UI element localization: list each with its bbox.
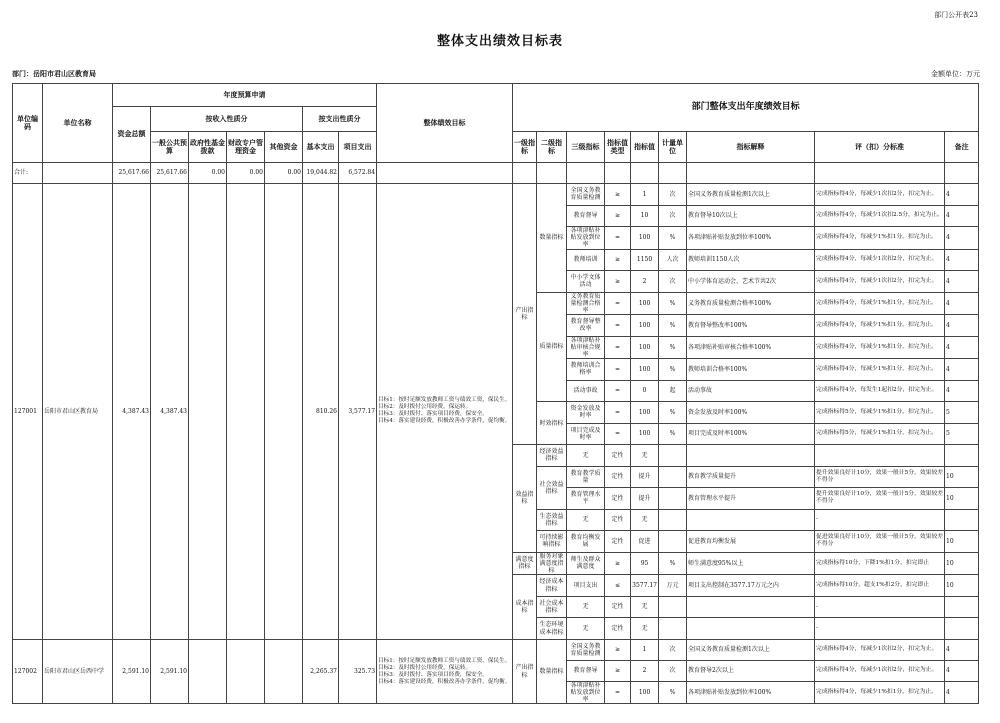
currency-unit-label: 金额单位：万元 xyxy=(931,70,980,78)
indicator-value: 1 xyxy=(631,184,659,206)
total-project: 6,572.84 xyxy=(339,163,377,184)
lv3-indicator: 教育督导 xyxy=(567,660,605,681)
value-type: 定性 xyxy=(605,531,631,553)
measure-unit: % xyxy=(659,336,687,359)
header-unit-name: 单位名称 xyxy=(43,84,113,163)
scoring-criteria: 完成指标得4分，每减少1次扣2分，扣完为止。 xyxy=(815,660,945,681)
indicator-explanation: 教育督导10次以上 xyxy=(687,205,815,227)
remark xyxy=(945,509,979,531)
lv1-indicator: 产出指标 xyxy=(513,639,537,704)
scoring-criteria: 提升效果良好计10分，效果一般计5分，效果较差不得分 xyxy=(815,466,945,488)
lv2-indicator: 生态效益指标 xyxy=(537,509,567,531)
value-type: ≥ xyxy=(605,249,631,271)
indicator-value: 2 xyxy=(631,660,659,681)
remark: 4 xyxy=(945,315,979,337)
indicator-explanation: 教育管理水平提升 xyxy=(687,488,815,510)
indicator-explanation: 教育督导整改率100% xyxy=(687,315,815,337)
lv2-indicator: 时效指标 xyxy=(537,402,567,445)
indicator-value: 0 xyxy=(631,380,659,402)
header-criteria: 评（扣）分标准 xyxy=(815,132,945,163)
lv3-indicator: 教育管理水平 xyxy=(567,488,605,510)
total-label: 合计: xyxy=(13,163,43,184)
header-other: 其他资金 xyxy=(265,132,303,163)
indicator-value: 100 xyxy=(631,402,659,424)
measure-unit: % xyxy=(659,292,687,315)
measure-unit: 次 xyxy=(659,184,687,206)
unit-basic: 2,265.37 xyxy=(303,639,339,704)
lv2-indicator: 数量指标 xyxy=(537,639,567,704)
remark: 4 xyxy=(945,249,979,271)
remark: 4 xyxy=(945,184,979,206)
unit-project: 325.73 xyxy=(339,639,377,704)
header-basic: 基本支出 xyxy=(303,132,339,163)
indicator-explanation: 资金发放及时率100% xyxy=(687,402,815,424)
lv3-indicator: 活动事故 xyxy=(567,380,605,402)
indicator-explanation: 各项津贴补贴审核合格率100% xyxy=(687,336,815,359)
measure-unit xyxy=(659,596,687,618)
lv2-indicator: 质量指标 xyxy=(537,292,567,402)
header-unit-code: 单位编码 xyxy=(13,84,43,163)
table-row xyxy=(13,639,979,660)
header-fiscal: 财政专户管理资金 xyxy=(227,132,265,163)
indicator-explanation: 项目完成及时率100% xyxy=(687,423,815,445)
indicator-value: 提升 xyxy=(631,488,659,510)
value-type: 定性 xyxy=(605,466,631,488)
unit-basic: 810.26 xyxy=(303,184,339,640)
lv3-indicator: 全国义务教育质量检测 xyxy=(567,639,605,660)
indicator-explanation xyxy=(687,445,815,467)
scoring-criteria: - xyxy=(815,509,945,531)
scoring-criteria: - xyxy=(815,596,945,618)
value-type: = xyxy=(605,227,631,250)
indicator-explanation xyxy=(687,509,815,531)
indicator-value: 2 xyxy=(631,271,659,293)
value-type: ≥ xyxy=(605,205,631,227)
remark: 4 xyxy=(945,681,979,704)
value-type: = xyxy=(605,359,631,381)
remark: 10 xyxy=(945,466,979,488)
header-measure: 计量单位 xyxy=(659,132,687,163)
remark: 4 xyxy=(945,205,979,227)
indicator-value: 100 xyxy=(631,423,659,445)
department-label: 部门：岳阳市君山区教育局 xyxy=(12,69,96,78)
header-annual-target: 部门整体支出年度绩效目标 xyxy=(513,84,979,132)
scoring-criteria: 完成指标得4分，每减少1%扣1分，扣完为止。 xyxy=(815,292,945,315)
indicator-value: 无 xyxy=(631,445,659,467)
value-type: ≤ xyxy=(605,575,631,597)
remark: 10 xyxy=(945,531,979,553)
scoring-criteria: 促进效果良好计10分，效果一般计5分，效果较差不得分 xyxy=(815,531,945,553)
indicator-explanation: 教育教学质量提升 xyxy=(687,466,815,488)
indicator-explanation: 各项津贴补贴发放到位率100% xyxy=(687,681,815,704)
scoring-criteria: 完成指标得10分，下降1%扣1分，扣完即止 xyxy=(815,552,945,575)
value-type: 定性 xyxy=(605,618,631,640)
page-number: 部门公开表23 xyxy=(934,11,978,19)
remark: 4 xyxy=(945,271,979,293)
scoring-criteria: 完成指标得4分，每减少1次扣2分，扣完为止。 xyxy=(815,639,945,660)
scoring-criteria: 完成指标得4分，每减少1%扣1分，扣完为止。 xyxy=(815,359,945,381)
scoring-criteria: 完成指标得4分，每减少1%扣1分，扣完为止。 xyxy=(815,336,945,359)
indicator-explanation: 全国义务教育质量检测1次以上 xyxy=(687,184,815,206)
total-basic: 19,044.82 xyxy=(303,163,339,184)
remark: 10 xyxy=(945,575,979,597)
measure-unit: % xyxy=(659,227,687,250)
indicator-value: 无 xyxy=(631,509,659,531)
remark: 4 xyxy=(945,292,979,315)
value-type: ≥ xyxy=(605,639,631,660)
indicator-explanation: 师生满意度95%以上 xyxy=(687,552,815,575)
indicator-explanation: 各项津贴补贴发放到位率100% xyxy=(687,227,815,250)
lv2-indicator: 生态环境成本指标 xyxy=(537,618,567,640)
remark: 4 xyxy=(945,639,979,660)
measure-unit: 次 xyxy=(659,660,687,681)
indicator-value: 3577.17 xyxy=(631,575,659,597)
header-gov-fund: 政府性基金拨款 xyxy=(189,132,227,163)
lv3-indicator: 无 xyxy=(567,509,605,531)
lv3-indicator: 义务教育质量检测合格率 xyxy=(567,292,605,315)
lv3-indicator: 无 xyxy=(567,445,605,467)
value-type: = xyxy=(605,681,631,704)
value-type: = xyxy=(605,380,631,402)
measure-unit xyxy=(659,488,687,510)
lv3-indicator: 资金发放及时率 xyxy=(567,402,605,424)
value-type: 定性 xyxy=(605,596,631,618)
lv3-indicator: 各项津贴补贴审核合规率 xyxy=(567,336,605,359)
total-other: 0.00 xyxy=(265,163,303,184)
unit-project: 3,577.17 xyxy=(339,184,377,640)
lv2-indicator: 数量指标 xyxy=(537,184,567,293)
lv1-indicator: 满意度指标 xyxy=(513,552,537,575)
value-type: 定性 xyxy=(605,509,631,531)
header-note: 备注 xyxy=(945,132,979,163)
measure-unit: 次 xyxy=(659,205,687,227)
lv3-indicator: 各项津贴补贴发放到位率 xyxy=(567,681,605,704)
table-row xyxy=(13,184,979,206)
measure-unit: 万元 xyxy=(659,575,687,597)
measure-unit: 次 xyxy=(659,271,687,293)
unit-goal: 目标1：按时足额发放教师工资与绩效工资，保民生。 目标2：及时拨付公用经费，保运转。 目标3：及时拨付、落实项目经费，保安全。 目标4：落实建设经费，积极改善办学条件，促均衡。 xyxy=(377,639,513,704)
unit-name: 岳阳市君山区岳西中学 xyxy=(43,639,113,704)
lv3-indicator: 教育督导 xyxy=(567,205,605,227)
lv3-indicator: 教师培训合格率 xyxy=(567,359,605,381)
indicator-explanation: 教育督导2次以上 xyxy=(687,660,815,681)
scoring-criteria: 完成指标得4分，每减少1次扣2分，扣完为止。 xyxy=(815,184,945,206)
measure-unit: 起 xyxy=(659,380,687,402)
lv1-indicator: 效益指标 xyxy=(513,445,537,553)
indicator-value: 10 xyxy=(631,205,659,227)
indicator-explanation: 促进教育均衡发展 xyxy=(687,531,815,553)
measure-unit: % xyxy=(659,681,687,704)
measure-unit xyxy=(659,445,687,467)
remark: 4 xyxy=(945,336,979,359)
scoring-criteria: 完成指标得10分，超支1%扣2分，扣完即止 xyxy=(815,575,945,597)
remark: 10 xyxy=(945,552,979,575)
scoring-criteria: 完成指标得5分，每减少1%扣1分，扣完为止。 xyxy=(815,423,945,445)
lv3-indicator: 项目完成及时率 xyxy=(567,423,605,445)
header-general: 一般公共预算 xyxy=(151,132,189,163)
remark: 4 xyxy=(945,380,979,402)
total-gov-fund: 0.00 xyxy=(189,163,227,184)
indicator-value: 100 xyxy=(631,227,659,250)
remark: 4 xyxy=(945,227,979,250)
indicator-value: 促进 xyxy=(631,531,659,553)
header-by-expense: 按支出性质分 xyxy=(303,107,377,132)
scoring-criteria: - xyxy=(815,618,945,640)
lv3-indicator: 教育督导整改率 xyxy=(567,315,605,337)
lv3-indicator: 教育教学质量 xyxy=(567,466,605,488)
indicator-value: 提升 xyxy=(631,466,659,488)
value-type: ≥ xyxy=(605,271,631,293)
lv2-indicator: 服务对象满意度指标 xyxy=(537,552,567,575)
scoring-criteria: 完成指标得4分，每减少1%扣1分，扣完为止。 xyxy=(815,227,945,250)
scoring-criteria: 完成指标得4分，每减少1%扣1分，扣完为止。 xyxy=(815,681,945,704)
remark: 4 xyxy=(945,660,979,681)
unit-name: 岳阳市君山区教育局 xyxy=(43,184,113,640)
remark: 5 xyxy=(945,402,979,424)
lv2-indicator: 社会效益指标 xyxy=(537,466,567,509)
unit-goal: 目标1：按时足额发放教师工资与绩效工资，保民生。 目标2：及时拨付公用经费，保运转。 目标3：及时拨付、落实项目经费，保安全。 目标4：落实建设经费，积极改善办学条件，促均衡。 xyxy=(377,184,513,640)
scoring-criteria: 完成指标得4分，每减少1%扣1分，扣完为止。 xyxy=(815,315,945,337)
indicator-value: 95 xyxy=(631,552,659,575)
measure-unit: % xyxy=(659,315,687,337)
total-row xyxy=(13,163,979,184)
measure-unit: % xyxy=(659,402,687,424)
header-type: 指标值类型 xyxy=(605,132,631,163)
remark xyxy=(945,596,979,618)
remark: 5 xyxy=(945,423,979,445)
indicator-explanation xyxy=(687,596,815,618)
measure-unit: 次 xyxy=(659,639,687,660)
indicator-value: 1 xyxy=(631,639,659,660)
lv1-indicator: 成本指标 xyxy=(513,575,537,640)
lv3-indicator: 师生及群众满意度 xyxy=(567,552,605,575)
header-lv2: 二级指标 xyxy=(537,132,567,163)
header-lv1: 一级指标 xyxy=(513,132,537,163)
remark xyxy=(945,618,979,640)
total-general: 25,617.66 xyxy=(151,163,189,184)
indicator-explanation: 活动事故 xyxy=(687,380,815,402)
lv3-indicator: 教育均衡发展 xyxy=(567,531,605,553)
indicator-explanation: 义务教育质量检测合格率100% xyxy=(687,292,815,315)
unit-total: 2,591.10 xyxy=(113,639,151,704)
header-lv3: 三级指标 xyxy=(567,132,605,163)
indicator-explanation xyxy=(687,618,815,640)
scoring-criteria xyxy=(815,445,945,467)
lv3-indicator: 全国义务教育质量检测 xyxy=(567,184,605,206)
scoring-criteria: 提升效果良好计10分，效果一般计5分，效果较差不得分 xyxy=(815,488,945,510)
unit-general: 4,387.43 xyxy=(151,184,189,640)
measure-unit xyxy=(659,509,687,531)
unit-code: 127001 xyxy=(13,184,43,640)
measure-unit xyxy=(659,531,687,553)
indicator-explanation: 中小学体育运动会、艺术节共2次 xyxy=(687,271,815,293)
measure-unit: 人次 xyxy=(659,249,687,271)
value-type: = xyxy=(605,402,631,424)
lv2-indicator: 社会成本指标 xyxy=(537,596,567,618)
lv2-indicator: 经济效益指标 xyxy=(537,445,567,467)
header-project: 项目支出 xyxy=(339,132,377,163)
total-fiscal: 0.00 xyxy=(227,163,265,184)
indicator-value: 100 xyxy=(631,315,659,337)
indicator-explanation: 全国义务教育质量检测1次以上 xyxy=(687,639,815,660)
remark xyxy=(945,445,979,467)
lv3-indicator: 各项津贴补贴发放到位率 xyxy=(567,227,605,250)
value-type: = xyxy=(605,423,631,445)
lv3-indicator: 无 xyxy=(567,618,605,640)
header-explain: 指标解释 xyxy=(687,132,815,163)
remark: 10 xyxy=(945,488,979,510)
value-type: = xyxy=(605,336,631,359)
indicator-value: 1150 xyxy=(631,249,659,271)
value-type: 定性 xyxy=(605,488,631,510)
header-value: 指标值 xyxy=(631,132,659,163)
indicator-explanation: 教师培训1150人次 xyxy=(687,249,815,271)
lv2-indicator: 经济成本指标 xyxy=(537,575,567,597)
header-by-source: 按收入性质分 xyxy=(151,107,303,132)
measure-unit: % xyxy=(659,359,687,381)
indicator-explanation: 项目支出控制在3577.17万元之内 xyxy=(687,575,815,597)
lv1-indicator: 产出指标 xyxy=(513,184,537,445)
scoring-criteria: 完成指标得5分，每减少1%扣1分，扣完为止。 xyxy=(815,402,945,424)
page-title: 整体支出绩效目标表 xyxy=(436,34,563,49)
value-type: ≥ xyxy=(605,660,631,681)
header-goal: 整体绩效目标 xyxy=(377,84,513,163)
indicator-value: 100 xyxy=(631,292,659,315)
scoring-criteria: 完成指标得4分，每减少1次扣2分，扣完为止。 xyxy=(815,271,945,293)
indicator-explanation: 教师培训合格率100% xyxy=(687,359,815,381)
lv3-indicator: 中小学文体活动 xyxy=(567,271,605,293)
measure-unit xyxy=(659,466,687,488)
indicator-value: 100 xyxy=(631,336,659,359)
unit-code: 127002 xyxy=(13,639,43,704)
lv2-indicator: 可持续影响指标 xyxy=(537,531,567,553)
indicator-value: 100 xyxy=(631,681,659,704)
header-budget: 年度预算申请 xyxy=(113,84,377,107)
value-type: = xyxy=(605,315,631,337)
scoring-criteria: 完成指标得4分，每发生1起扣2分，扣完为止。 xyxy=(815,380,945,402)
header-total: 资金总额 xyxy=(113,107,151,163)
measure-unit: % xyxy=(659,423,687,445)
measure-unit: % xyxy=(659,552,687,575)
lv3-indicator: 教师培训 xyxy=(567,249,605,271)
indicator-value: 100 xyxy=(631,359,659,381)
indicator-value: 无 xyxy=(631,618,659,640)
lv3-indicator: 项目支出 xyxy=(567,575,605,597)
scoring-criteria: 完成指标得4分，每减少1次扣2分，扣完为止。 xyxy=(815,249,945,271)
value-type: 定性 xyxy=(605,445,631,467)
measure-unit xyxy=(659,618,687,640)
unit-general: 2,591.10 xyxy=(151,639,189,704)
scoring-criteria: 完成指标得4分，每减少1次扣2.5分，扣完为止。 xyxy=(815,205,945,227)
total-amount: 25,617.66 xyxy=(113,163,151,184)
indicator-value: 无 xyxy=(631,596,659,618)
value-type: ≥ xyxy=(605,184,631,206)
performance-table xyxy=(12,83,979,704)
lv3-indicator: 无 xyxy=(567,596,605,618)
remark: 4 xyxy=(945,359,979,381)
unit-total: 4,387.43 xyxy=(113,184,151,640)
value-type: ≥ xyxy=(605,552,631,575)
value-type: = xyxy=(605,292,631,315)
